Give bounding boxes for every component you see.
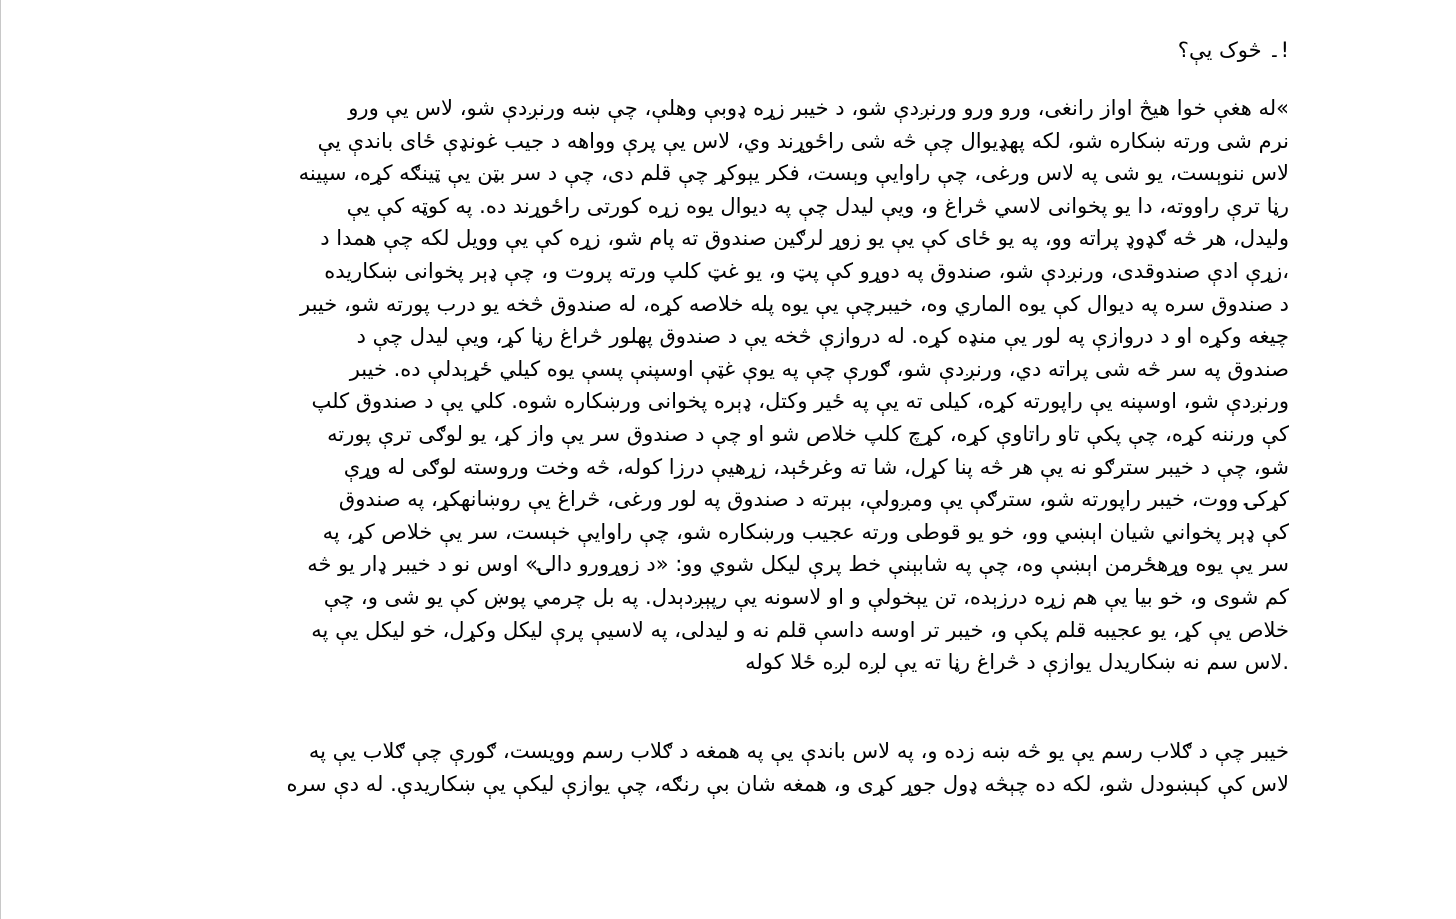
text-line: کې ډېر پخواني شيان اېښي وو، خو يو قوطی ورته عجيب ورښکاره شو، چې راوايې خېست، سر يې خلاص کړ، په: [322, 519, 1289, 544]
text-line: خلاص يې کړ، يو عجيبه قلم پکې و، خيبر تر اوسه داسې قلم نه و ليدلی، په لاسيې پرې ليکل وکړل، خو ليکل يې په: [311, 617, 1289, 642]
text-line: وليدل، هر څه ګډوډ پراته وو، په يو ځای کې يې يو زوړ لرګين صندوق ته پام شو، زړه کې يې وويل لکه چې همدا د: [320, 226, 1289, 251]
text-line: د صندوق سره په ديوال کې يوه الماري وه، خيبرچې يې يوه پله خلاصه کړه، له صندوق څخه يو درب پورته شو، خيبر: [300, 291, 1289, 316]
paragraph-1: [171, 92, 1289, 679]
text-line: خيبر چې د ګلاب رسم يې يو څه ښه زده و، په لاس باندې يې په همغه د ګلاب رسم وويست، ګورې چې ګلاب يې په: [308, 739, 1289, 763]
paragraph-2: [171, 735, 1289, 800]
text-line: رڼا ترې راووته، دا يو پخوانی لاسي څراغ و، ويې ليدل چې په ديوال يوه زړه کورتی راځوړند ده. په کوټه کې يې: [346, 193, 1289, 218]
text-line: سر يې يوه وړهځرمن اېښې وه، چې په شابېنې خط پرې ليکل شوي وو: «د زوړورو دالۍ» اوس نو د خيبر ډار يو څه: [307, 552, 1289, 577]
text-line: کم شوی و، خو بيا يې هم زړه درزېده، تن يېخولې و او لاسونه يې رپېږدېدل. په بل چرمي پوښ کې يو شی و، چې: [323, 584, 1289, 609]
text-line: چيغه وکړه او د دروازې په لور يې منډه کړه. له دروازې څخه يې د صندوق پهلور څراغ رڼا کړ، ويې ليدل چې د: [356, 324, 1289, 349]
text-line: لاس کې کېښودل شو، لکه ده چېڅه ډول جوړ کړی و، همغه شان بې رنګه، چې يوازې ليکې يې ښکاريدې. له دې سره: [286, 771, 1289, 796]
text-line: لاس ننوېست، يو شی په لاس ورغی، چې راوايې وېست، فکر يېوکړ چې قلم دی، چې د سر بټن يې ټينګه کړه، سپينه: [298, 161, 1289, 186]
heading-text: !۔ څوک يې؟: [1177, 38, 1289, 62]
text-line: نرم شی ورته ښکاره شو، لکه پهډيوال چې څه شی راځوړند وي، لاس يې پرې وواهه د جيب غونډې ځای باندې يې: [317, 128, 1289, 153]
text-line: »له هغې خوا هيڅ اواز رانغی، ورو ورو ورنږدې شو، د خيبر زړه ډوبې وهلې، چې ښه ورنږدې شو، لاس يې ورو: [348, 96, 1289, 120]
text-line: صندوق په سر څه شی پراته دي، ورنږدې شو، ګورې چې په يوې غټې اوسپنې پسې يوه کيلي ځړېدلې ده. خيبر: [349, 356, 1289, 381]
text-line: کړکۍ ووت، خيبر راپورته شو، سترګې يې ومږولې، بېرته د صندوق په لور ورغی، څراغ يې روښانهکړ، په صندوق: [338, 487, 1289, 512]
text-line: .لاس سم نه ښکاريدل يوازې د څراغ رڼا ته يې لږه لږه ځلا کوله: [745, 650, 1289, 675]
page-title: [171, 34, 1289, 67]
text-line: ورنږدې شو، اوسپنه يې راپورته کړه، کيلی ته يې په ځير وکتل، ډېره پخوانی ورښکاره شوه. کلي يې د صندوق کلپ: [311, 389, 1289, 414]
text-line: کې ورننه کړه، چې پکې تاو راتاوې کړه، کړچ کلپ خلاص شو او چې د صندوق سر يې واز کړ، يو لوګی ترې پورته: [327, 421, 1289, 446]
text-line: شو، چې د خيبر سترګو نه يې هر څه پنا کړل، شا ته وغرځېد، زړهيې درزا کوله، څه وخت وروسته لوګی له وړې: [343, 454, 1289, 479]
text-line: ،زړې ادې صندوقدی، ورنږدې شو، صندوق په دوړو کې پټ و، يو غټ کلپ ورته پروت و، چې ډېر پخوانی ښکاريده: [324, 258, 1289, 283]
